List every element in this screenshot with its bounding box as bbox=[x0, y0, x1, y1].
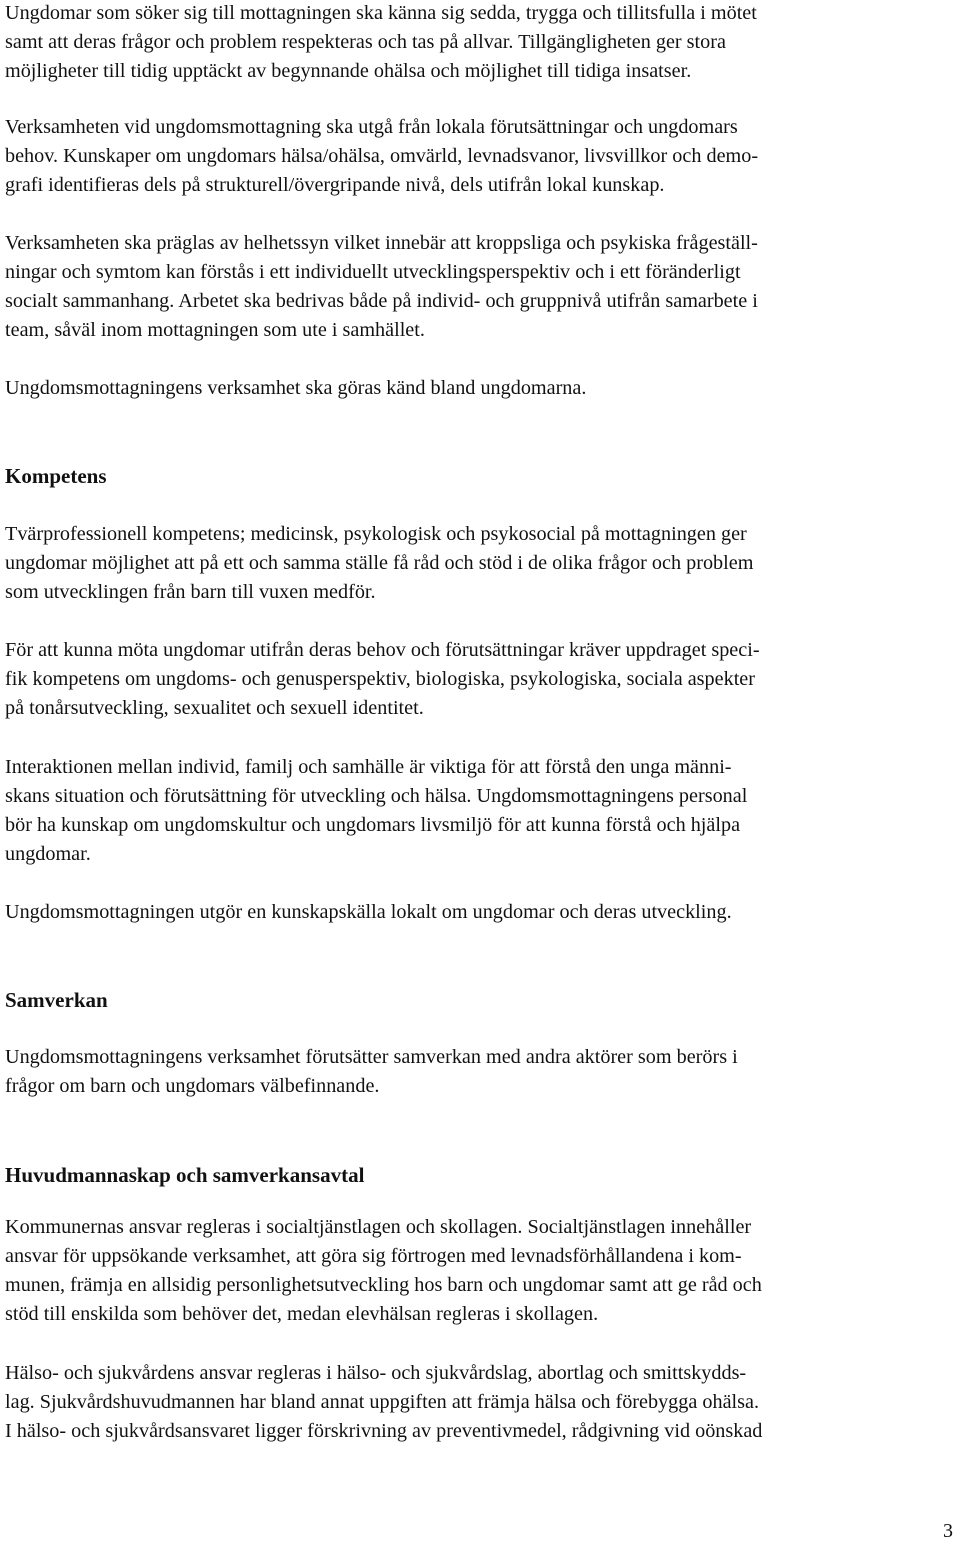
section-heading-samverkan: Samverkan bbox=[5, 988, 108, 1012]
text-line: socialt sammanhang. Arbetet ska bedrivas både på individ- och gruppnivå utifrån samarbete i bbox=[5, 290, 758, 312]
paragraph bbox=[5, 636, 760, 723]
text-line: möjligheter till tidig upptäckt av begynnande ohälsa och möjlighet till tidiga insatser. bbox=[5, 60, 692, 82]
text-line: ningar och symtom kan förstås i ett individuellt utvecklingsperspektiv och i ett föränderligt bbox=[5, 261, 741, 283]
text-line: Ungdomsmottagningens verksamhet ska göras känd bland ungdomarna. bbox=[5, 377, 587, 399]
paragraph bbox=[5, 0, 757, 86]
text-line: I hälso- och sjukvårdsansvaret ligger förskrivning av preventivmedel, rådgivning vid oönskad bbox=[5, 1420, 763, 1442]
text-line: frågor om barn och ungdomars välbefinnande. bbox=[5, 1075, 380, 1097]
paragraph bbox=[5, 374, 586, 403]
text-line: För att kunna möta ungdomar utifrån deras behov och förutsättningar kräver uppdraget speci- bbox=[5, 639, 760, 661]
text-line: ungdomar. bbox=[5, 843, 91, 865]
text-line: munen, främja en allsidig personlighetsutveckling hos barn och ungdomar samt att ge råd och bbox=[5, 1274, 762, 1296]
paragraph bbox=[5, 1359, 762, 1446]
paragraph bbox=[5, 1213, 762, 1329]
text-line: behov. Kunskaper om ungdomars hälsa/ohälsa, omvärld, levnadsvanor, livsvillkor och demo- bbox=[5, 145, 759, 167]
page-number: 3 bbox=[943, 1520, 953, 1542]
text-line: Interaktionen mellan individ, familj och samhälle är viktiga för att förstå den unga männi- bbox=[5, 756, 732, 778]
text-line: ungdomar möjlighet att på ett och samma ställe få råd och stöd i de olika frågor och problem bbox=[5, 552, 754, 574]
text-line: bör ha kunskap om ungdomskultur och ungdomars livsmiljö för att kunna förstå och hjälpa bbox=[5, 814, 741, 836]
paragraph bbox=[5, 229, 758, 345]
text-line: Tvärprofessionell kompetens; medicinsk, psykologisk och psykosocial på mottagningen ger bbox=[5, 523, 747, 545]
text-line: Verksamheten vid ungdomsmottagning ska utgå från lokala förutsättningar och ungdomars bbox=[5, 116, 738, 138]
paragraph bbox=[5, 898, 732, 927]
text-line: grafi identifieras dels på strukturell/övergripande nivå, dels utifrån lokal kunskap. bbox=[5, 174, 665, 196]
text-line: Ungdomsmottagningen utgör en kunskapskälla lokalt om ungdomar och deras utveckling. bbox=[5, 901, 732, 923]
paragraph bbox=[5, 753, 747, 869]
paragraph bbox=[5, 520, 753, 607]
text-line: Verksamheten ska präglas av helhetssyn vilket innebär att kroppsliga och psykiska frågeställ- bbox=[5, 232, 758, 254]
text-line: Hälso- och sjukvårdens ansvar regleras i hälso- och sjukvårdslag, abortlag och smittskydds- bbox=[5, 1362, 747, 1384]
section-heading-kompetens: Kompetens bbox=[5, 464, 107, 488]
text-line: Ungdomar som söker sig till mottagningen ska känna sig sedda, trygga och tillitsfulla i mötet bbox=[5, 2, 757, 24]
text-line: stöd till enskilda som behöver det, medan elevhälsan regleras i skollagen. bbox=[5, 1303, 599, 1325]
text-line: samt att deras frågor och problem respekteras och tas på allvar. Tillgängligheten ger stora bbox=[5, 31, 726, 53]
text-line: skans situation och förutsättning för utveckling och hälsa. Ungdomsmottagningens personal bbox=[5, 785, 748, 807]
section-heading-huvudmannaskap: Huvudmannaskap och samverkansavtal bbox=[5, 1163, 365, 1187]
text-line: Kommunernas ansvar regleras i socialtjänstlagen och skollagen. Socialtjänstlagen innehåller bbox=[5, 1216, 752, 1238]
paragraph bbox=[5, 1043, 738, 1101]
text-line: fik kompetens om ungdoms- och genusperspektiv, biologiska, psykologiska, sociala aspekter bbox=[5, 668, 755, 690]
text-line: som utvecklingen från barn till vuxen medför. bbox=[5, 581, 376, 603]
text-line: lag. Sjukvårdshuvudmannen har bland annat uppgiften att främja hälsa och förebygga ohälsa. bbox=[5, 1391, 759, 1413]
text-line: på tonårsutveckling, sexualitet och sexuell identitet. bbox=[5, 697, 424, 719]
text-line: team, såväl inom mottagningen som ute i samhället. bbox=[5, 319, 425, 341]
text-line: Ungdomsmottagningens verksamhet förutsätter samverkan med andra aktörer som berörs i bbox=[5, 1046, 738, 1068]
text-line: ansvar för uppsökande verksamhet, att göra sig förtrogen med levnadsförhållandena i kom- bbox=[5, 1245, 742, 1267]
paragraph bbox=[5, 113, 758, 200]
